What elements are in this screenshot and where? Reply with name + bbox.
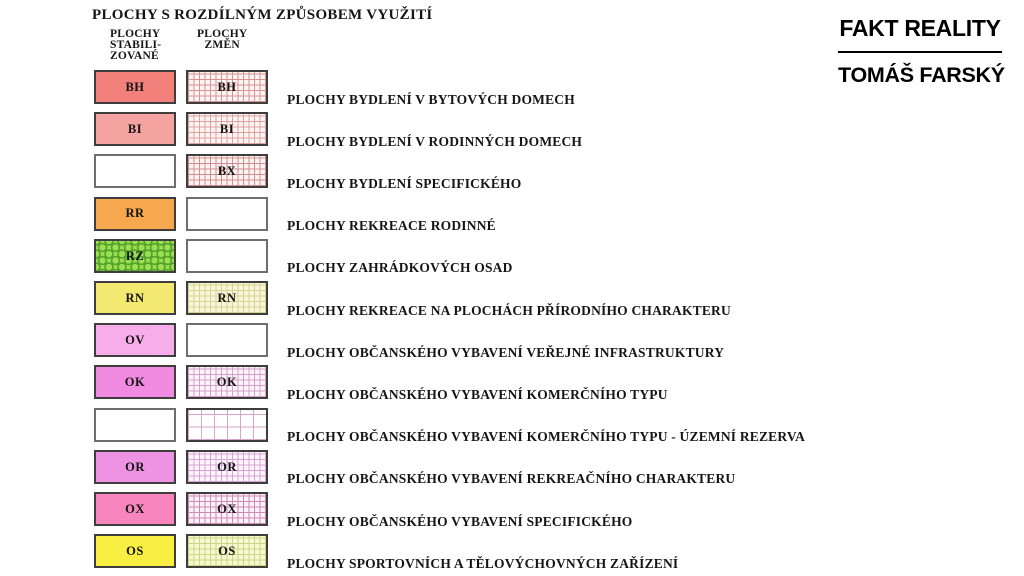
stabilized-swatch [94, 450, 176, 484]
changes-swatch [186, 281, 268, 315]
stabilized-swatch [94, 492, 176, 526]
swatch-code-label: BI [127, 121, 143, 136]
row-description: PLOCHY OBČANSKÉHO VYBAVENÍ KOMERČNÍHO TYPU [287, 386, 668, 402]
stabilized-swatch [94, 281, 176, 315]
swatch-code-label: BH [217, 79, 237, 94]
stabilized-swatch [94, 197, 176, 231]
legend-row [94, 365, 668, 402]
row-description: PLOCHY REKREACE NA PLOCHÁCH PŘÍRODNÍHO CHARAKTERU [287, 302, 731, 318]
changes-swatch [186, 534, 268, 568]
swatch-code-label: OR [125, 459, 145, 474]
swatch-code-label: RZ [125, 248, 145, 263]
legend-row [94, 197, 496, 234]
row-description: PLOCHY ZAHRÁDKOVÝCH OSAD [287, 260, 513, 276]
legend-row [94, 239, 513, 276]
watermark-brand: FAKT REALITY [839, 15, 1001, 41]
swatch-code-label: BX [217, 164, 237, 179]
watermark [838, 15, 1005, 88]
swatch-code-label: OS [218, 543, 236, 558]
changes-swatch [186, 239, 268, 273]
legend-row [94, 450, 736, 487]
row-description: PLOCHY BYDLENÍ V BYTOVÝCH DOMECH [287, 91, 575, 107]
changes-swatch [186, 408, 268, 442]
changes-swatch [186, 70, 268, 104]
legend-row [94, 154, 522, 191]
stabilized-swatch [94, 323, 176, 357]
swatch-code-label: OV [125, 332, 145, 347]
stabilized-swatch [94, 112, 176, 146]
row-description: PLOCHY BYDLENÍ SPECIFICKÉHO [287, 175, 522, 191]
changes-swatch [186, 365, 268, 399]
watermark-divider [838, 51, 1002, 53]
stabilized-swatch [94, 70, 176, 104]
row-description: PLOCHY OBČANSKÉHO VYBAVENÍ REKREAČNÍHO CHARAKTERU [287, 471, 736, 487]
legend-row [94, 492, 633, 529]
swatch-code-label: OS [126, 543, 144, 558]
legend-row [94, 281, 731, 318]
row-description: PLOCHY REKREACE RODINNÉ [287, 218, 496, 234]
row-description: PLOCHY OBČANSKÉHO VYBAVENÍ VEŘEJNÉ INFRASTRUKTURY [287, 344, 725, 360]
legend-row [94, 323, 725, 360]
row-description: PLOCHY BYDLENÍ V RODINNÝCH DOMECH [287, 133, 583, 149]
swatch-code-label: OK [124, 375, 146, 390]
swatch-code-label: RR [125, 206, 145, 221]
changes-swatch [186, 323, 268, 357]
row-description: PLOCHY OBČANSKÉHO VYBAVENÍ KOMERČNÍHO TYPU - ÚZEMNÍ REZERVA [287, 429, 806, 445]
stabilized-swatch [94, 408, 176, 442]
legend-title: PLOCHY S ROZDÍLNÝM ZPŮSOBEM VYUŽITÍ [92, 7, 433, 23]
legend-row [94, 408, 806, 445]
changes-swatch [186, 450, 268, 484]
stabilized-swatch [94, 239, 176, 273]
column-header-line: PLOCHY [197, 28, 248, 40]
swatch-code-label: OR [217, 459, 237, 474]
swatch-code-label: BI [219, 121, 235, 136]
changes-swatch [186, 197, 268, 231]
legend-row [94, 70, 575, 107]
column-header-line: PLOCHY [110, 28, 161, 40]
swatch-code-label: RN [217, 290, 237, 305]
row-description: PLOCHY OBČANSKÉHO VYBAVENÍ SPECIFICKÉHO [287, 513, 633, 529]
watermark-name: TOMÁŠ FARSKÝ [838, 63, 1005, 87]
swatch-code-label: OK [216, 375, 238, 390]
swatch-code-label: OX [125, 501, 145, 516]
column-header-line: STABILI- [110, 39, 162, 51]
stabilized-swatch [94, 154, 176, 188]
changes-swatch [186, 154, 268, 188]
row-description: PLOCHY SPORTOVNÍCH A TĚLOVÝCHOVNÝCH ZAŘÍZENÍ [287, 555, 679, 571]
changes-swatch [186, 112, 268, 146]
column-header-line: ZOVANÉ [110, 50, 159, 62]
swatch-code-label: RN [125, 290, 145, 305]
swatch-code-label: BH [125, 79, 145, 94]
stabilized-swatch [94, 534, 176, 568]
swatch-code-label: OX [217, 501, 237, 516]
legend-row [94, 112, 583, 149]
changes-swatch [186, 492, 268, 526]
column-header-line: ZMĚN [204, 39, 240, 51]
stabilized-swatch [94, 365, 176, 399]
legend-row [94, 534, 679, 571]
